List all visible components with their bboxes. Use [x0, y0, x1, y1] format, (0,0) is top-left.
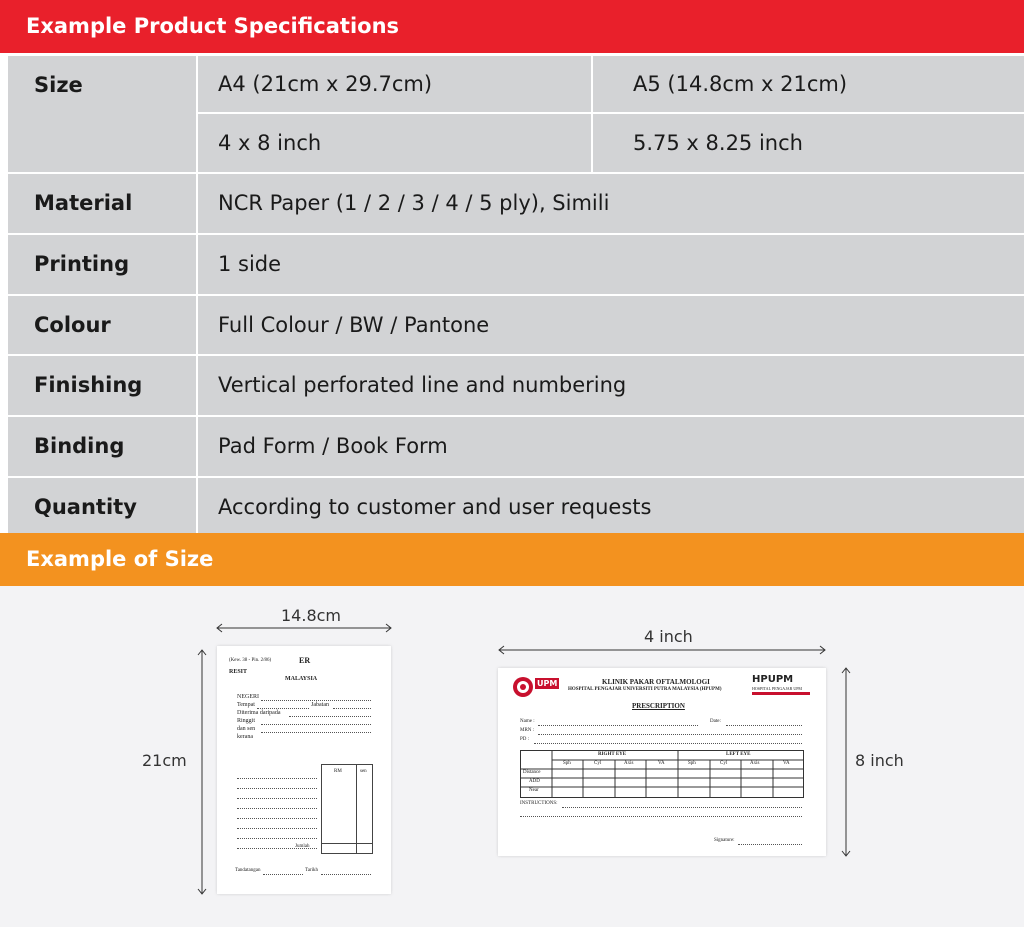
hospital-name: HOSPITAL PENGAJAR UNIVERSITI PUTRA MALAYSIA (HPUPM) [568, 687, 722, 692]
receipt-field-diterima: Diterima daripada [237, 710, 281, 716]
material-label: Material [8, 174, 196, 233]
prescription-sample [498, 668, 826, 856]
re-sph: Sph [563, 761, 571, 766]
rx-signature-label: Signature: [714, 838, 735, 843]
finishing-value: Vertical perforated line and numbering [198, 356, 1024, 415]
right-eye-label: RIGHT EYE [598, 752, 627, 757]
a5-width-label: 14.8cm [281, 606, 342, 625]
receipt-field-negeri: NEGERI [237, 694, 259, 700]
re-axis: Axis [624, 761, 634, 766]
re-va: VA [658, 761, 665, 766]
size-575x825: 5.75 x 8.25 inch [593, 114, 1024, 172]
receipt-field-ringgit: Ringgit [237, 718, 256, 724]
le-axis: Axis [750, 761, 760, 766]
rx-pd-label: PD : [520, 737, 530, 742]
inch-height-arrow [840, 666, 852, 858]
rx-name-label: Name : [520, 719, 535, 724]
inch-width-arrow [497, 644, 827, 656]
size-example-header: Example of Size [0, 533, 1024, 586]
size-label: Size [8, 56, 196, 172]
receipt-resit: RESIT [229, 669, 248, 675]
receipt-malaysia: MALAYSIA [285, 676, 318, 682]
receipt-field-kerana: kerana [237, 734, 253, 740]
receipt-amount-box [321, 764, 373, 854]
rx-instructions-label: INSTRUCTIONS: [520, 801, 558, 806]
le-cyl: Cyl [720, 761, 728, 766]
size-a5: A5 (14.8cm x 21cm) [593, 56, 1024, 112]
le-va: VA [783, 761, 790, 766]
inch-width-label: 4 inch [644, 627, 693, 646]
receipt-jabatan: Jabatan [311, 702, 329, 708]
size-a4: A4 (21cm x 29.7cm) [198, 56, 591, 112]
printing-value: 1 side [198, 235, 1024, 294]
rx-date-label: Date: [710, 719, 721, 724]
le-sph: Sph [688, 761, 696, 766]
receipt-field-tempat: Tempat [237, 702, 255, 708]
eye-table [520, 750, 804, 798]
clinic-name: KLINIK PAKAR OFTALMOLOGI [602, 678, 710, 686]
quantity-label: Quantity [8, 478, 196, 533]
row-add: ADD [529, 779, 540, 784]
receipt-field-dansen: dan sen [237, 726, 256, 732]
re-cyl: Cyl [594, 761, 602, 766]
colour-label: Colour [8, 296, 196, 354]
row-distance: Distance [523, 770, 541, 775]
printing-label: Printing [8, 235, 196, 294]
size-illustration [0, 586, 1024, 927]
upm-logo-icon [512, 676, 534, 698]
receipt-tarikh: Tarikh [305, 868, 318, 873]
receipt-code: (Kew. 38 - Pin. 2/86) [229, 658, 272, 663]
prescription-title: PRESCRIPTION [632, 702, 685, 710]
hpupm-red-bar [752, 692, 810, 695]
hpupm-subtext: HOSPITAL PENGAJAR UPM [752, 686, 802, 691]
size-4x8: 4 x 8 inch [198, 114, 591, 172]
left-eye-label: LEFT EYE [726, 752, 751, 757]
receipt-er: ER [299, 656, 311, 665]
colour-value: Full Colour / BW / Pantone [198, 296, 1024, 354]
material-value: NCR Paper (1 / 2 / 3 / 4 / 5 ply), Simili [198, 174, 1024, 233]
binding-value: Pad Form / Book Form [198, 417, 1024, 476]
a5-height-label: 21cm [142, 751, 187, 770]
specifications-header: Example Product Specifications [0, 0, 1024, 53]
receipt-jumlah: Jumlah [295, 844, 310, 849]
receipt-rm: RM [334, 769, 342, 774]
row-near: Near [529, 788, 539, 793]
a5-height-arrow [196, 648, 208, 896]
hpupm-logo-text: HPUPM [752, 674, 794, 685]
finishing-label: Finishing [8, 356, 196, 415]
upm-logo-text: UPM [537, 679, 558, 688]
rx-mrn-label: MRN : [520, 728, 535, 733]
quantity-value: According to customer and user requests [198, 478, 1024, 533]
a5-width-arrow [215, 622, 393, 634]
receipt-sen: sen [360, 769, 367, 774]
inch-height-label: 8 inch [855, 751, 904, 770]
receipt-tandatangan: Tandatangan [235, 868, 261, 873]
specifications-table [0, 53, 1024, 533]
receipt-sample [217, 646, 391, 894]
binding-label: Binding [8, 417, 196, 476]
